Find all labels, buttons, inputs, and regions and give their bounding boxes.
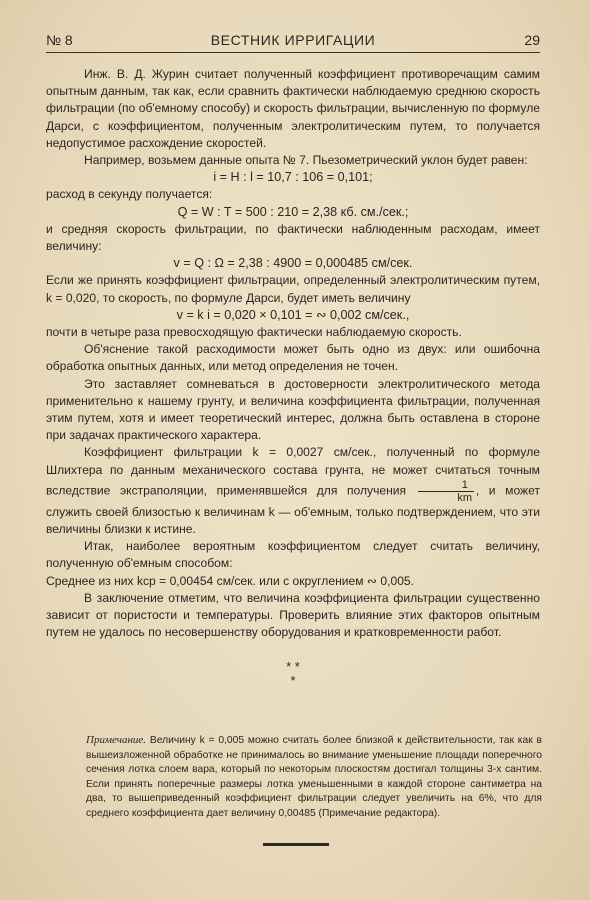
header-rule (46, 52, 540, 53)
separator-stars-top: * * (286, 658, 300, 674)
paragraph: Если же принять коэффициент фильтрации, определенный электролитическим путем, k = 0,020, то скорость, по формуле Дарси, будет иметь величину (46, 273, 540, 305)
equation-slope: i = H : l = 10,7 : 106 = 0,101; (213, 170, 373, 185)
page-number: 29 (524, 32, 540, 48)
paragraph: расход в секунду получается: (46, 187, 213, 202)
editor-footnote (86, 733, 542, 822)
paragraph: и средняя скорость фильтрации, по фактически наблюденным расходам, имеет величину: (46, 221, 540, 254)
running-header (46, 32, 540, 52)
paragraph: почти в четыре раза превосходящую фактически наблюдаемую скорость. (46, 325, 462, 340)
section-separator (46, 660, 540, 688)
paragraph: Об'яснение такой расходимости может быть одно из двух: или ошибочна обработка опытных данных, или метод определения не точен. (46, 342, 540, 374)
equation-darcy: v = k i = 0,020 × 0,101 = ∾ 0,002 см/сек., (176, 307, 410, 322)
fraction-denominator: km (457, 491, 473, 504)
fraction-numerator: 1 (418, 479, 474, 492)
issue-number: № 8 (46, 32, 73, 48)
paragraph (46, 444, 540, 538)
paragraph-text: Коэффициент фильтрации k = 0,0027 см/сек., полученный по формуле Шлихтера по данным механического состава грунта, не может считаться точным вследствие экстраполяции, применявшейся для получения (46, 445, 540, 498)
footnote-text: Величину k = 0,005 можно считать более близкой к действительности, так как в вышеизложенной обработке не принималось во внимание уменьшение площади поперечного сечения лотка слоем вара, который по некоторым плоскостям достигал толщины 3-х сантим. Если принять поперечные размеры лотка уменьшенными в каждой стороне сантиметра на два, то вышеприведенный коэффициент фильтрации следует увеличить на 6%, что для среднего коэффициента дает величину 0,00485 (Примечание редактора). (86, 735, 542, 819)
paragraph: В заключение отметим, что величина коэффициента фильтрации существенно зависит от пористости и температуры. Проверить влияние этих факторов опытным путем не удалось по несовершенству оборудования и кратковременности работ. (46, 590, 540, 640)
footnote-label: Примечание. (86, 734, 147, 746)
end-rule (263, 843, 329, 846)
article-body (46, 66, 540, 688)
paragraph: Итак, наиболее вероятным коэффициентом следует считать величину, полученную об'емным способом: (46, 539, 540, 571)
paragraph: Например, возьмем данные опыта № 7. Пьезометрический уклон будет равен: (84, 153, 528, 168)
equation-discharge: Q = W : T = 500 : 210 = 2,38 кб. см./сек.; (177, 204, 409, 219)
fraction (418, 479, 474, 504)
journal-title: ВЕСТНИК ИРРИГАЦИИ (210, 32, 376, 48)
separator-stars-bottom: * (290, 672, 296, 688)
paragraph: Среднее из них kср = 0,00454 см/сек. или с округлением ∾ 0,005. (46, 573, 415, 588)
paragraph: Это заставляет сомневаться в достоверности электролитического метода применительно к нашему грунту, и величина коэффициента фильтрации, полученная этим путем, хотя и имеет теоретический интерес, должна быть оставлена в стороне при задачах практического характера. (46, 376, 540, 443)
paragraph-text: , и может служить своей близостью к величинам k — об'емным, только подтверждением, что эти величины близки к истине. (46, 483, 540, 537)
paragraph: Инж. В. Д. Журин считает полученный коэффициент противоречащим самим опытным данным, так как, если сравнить фактически наблюдаемую среднюю скорость фильтрации (по об'емному способу) и скорость фильтрации, вычисленную по формуле Дарси, с коэффициентом, полученным электролитическим путем, то получается недопустимое расхождение скоростей. (46, 67, 540, 150)
equation-velocity: v = Q : Ω = 2,38 : 4900 = 0,000485 см/сек. (173, 256, 413, 271)
